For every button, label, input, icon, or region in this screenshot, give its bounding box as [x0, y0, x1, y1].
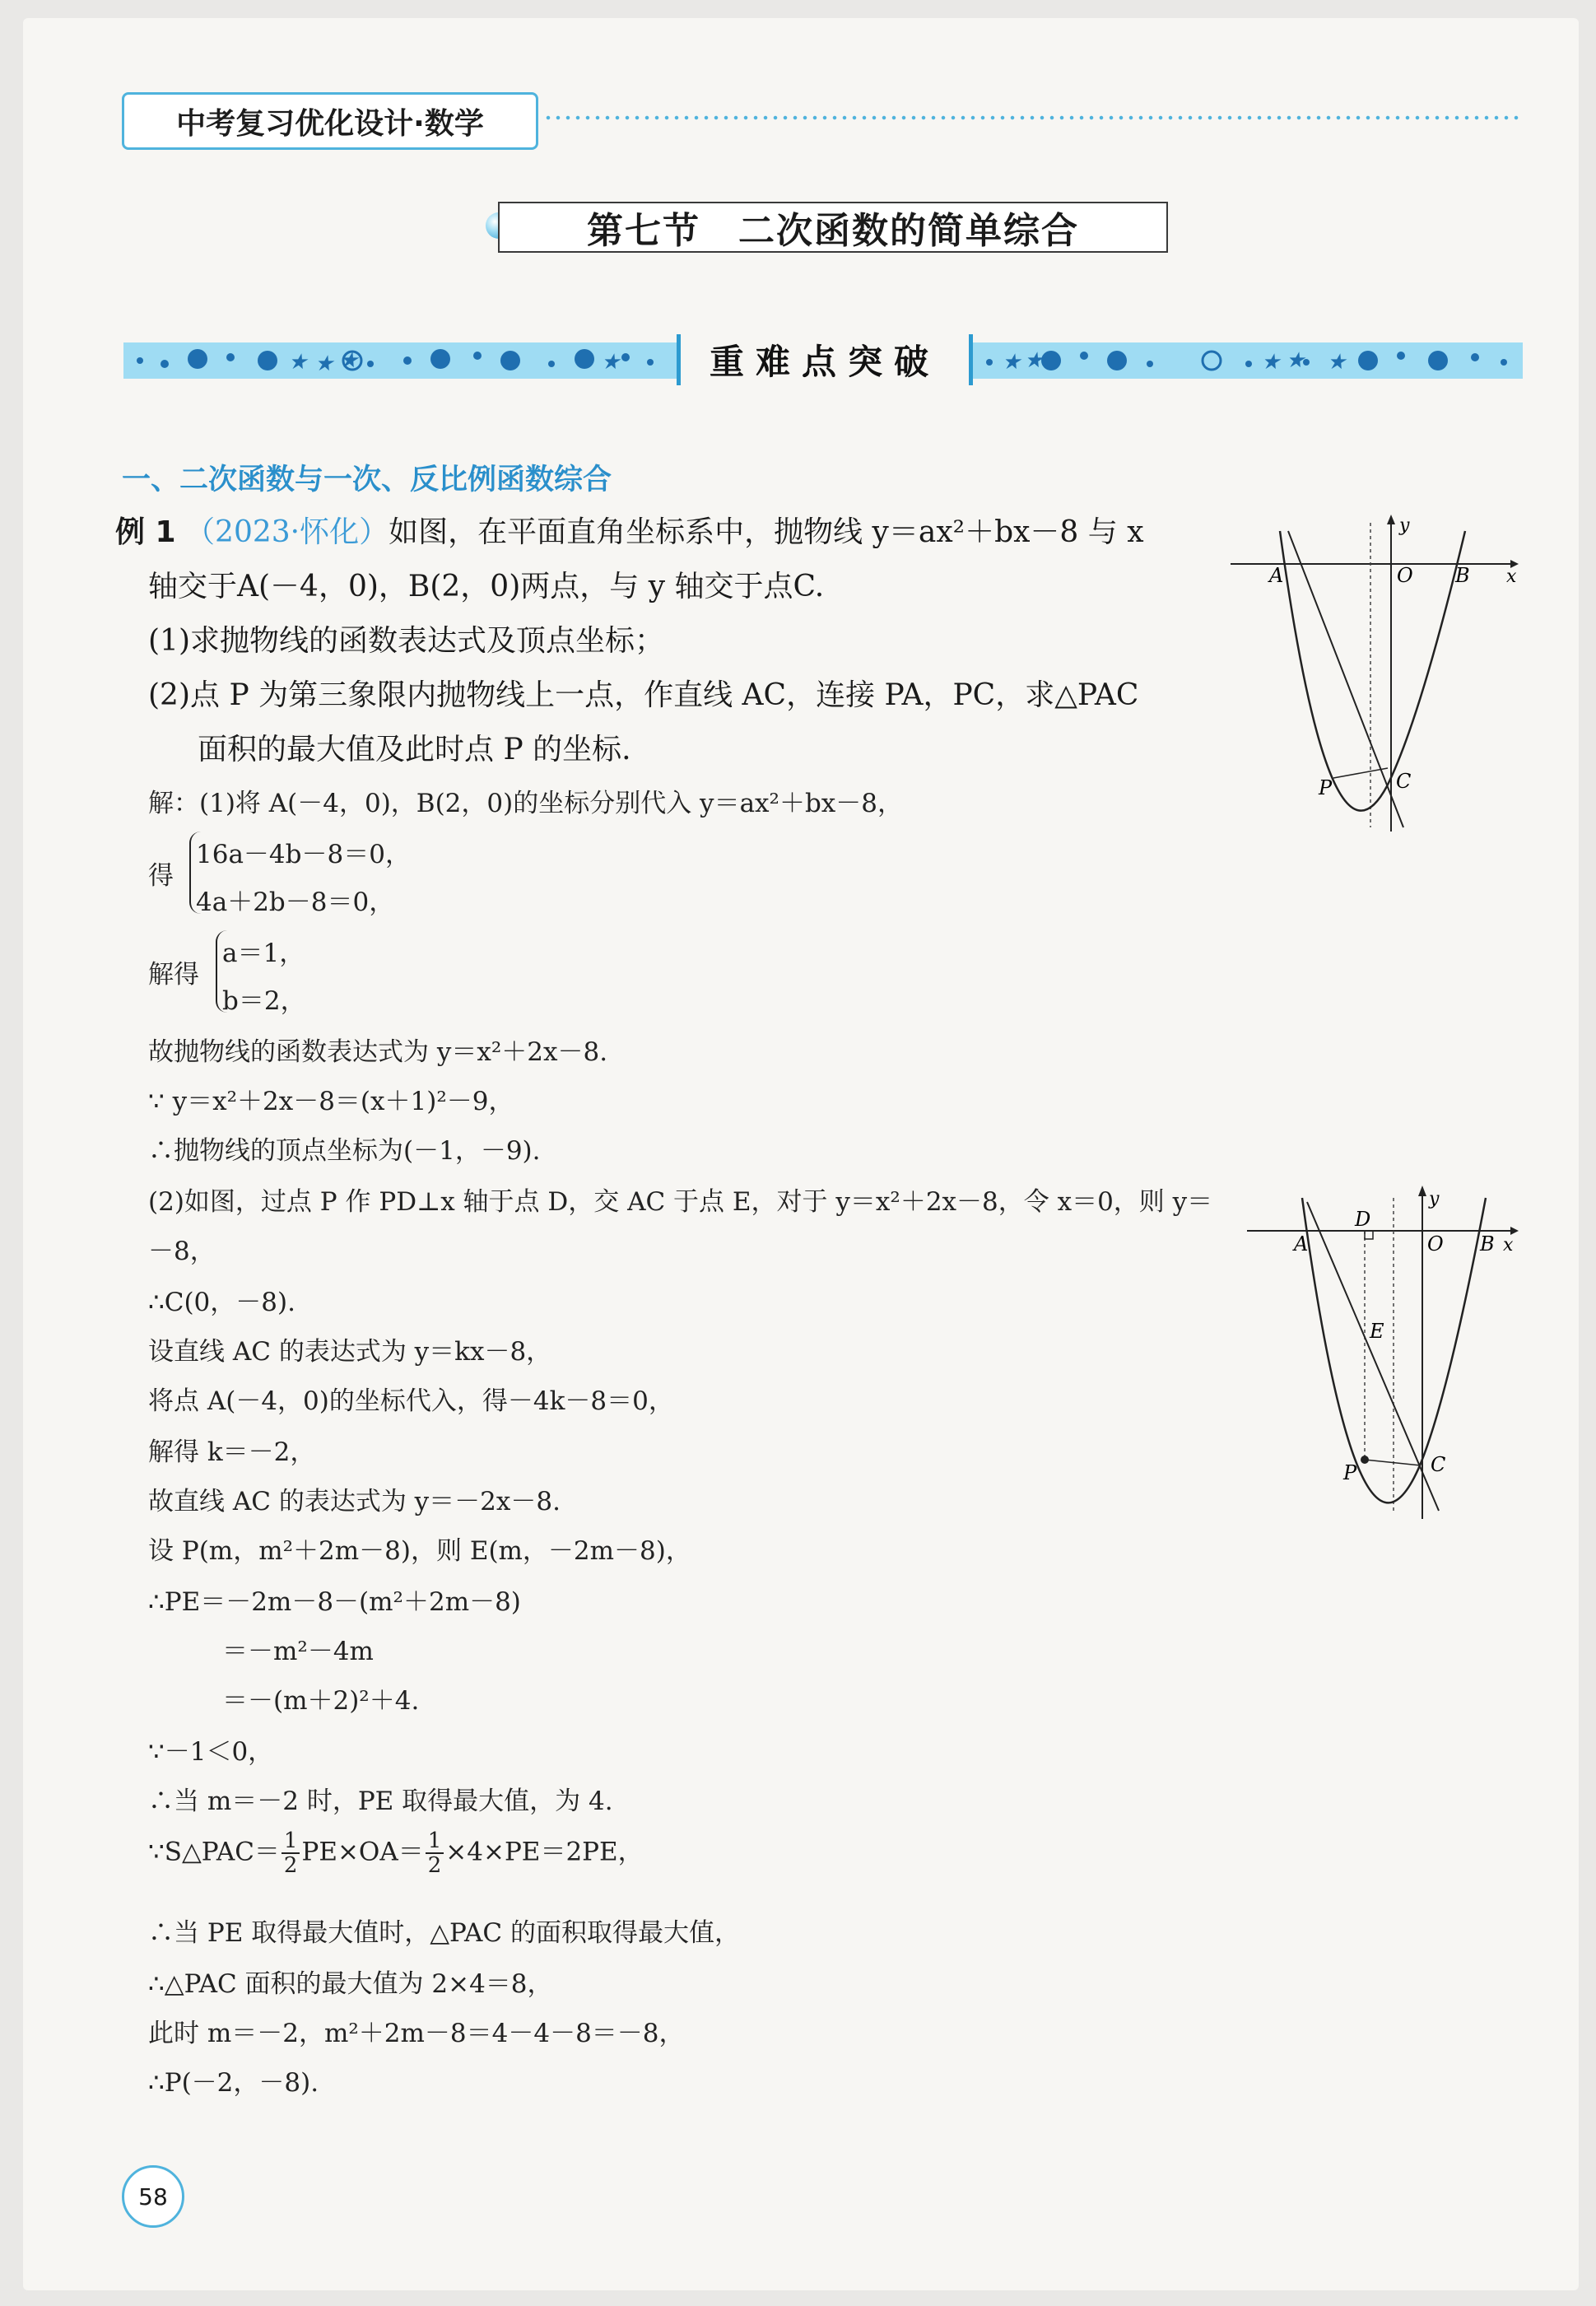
fig1-parabola: [1280, 531, 1465, 811]
system-1-label: 得: [148, 861, 174, 891]
book-title-box: [122, 92, 538, 150]
fig1-segment-pc: [1333, 768, 1388, 778]
fig2-y-arrow-icon: [1418, 1186, 1426, 1196]
fig1-label-x: x: [1506, 566, 1517, 587]
question-2-line-2: 面积的最大值及此时点 P 的坐标.: [198, 733, 631, 766]
book-title: 中考复习优化设计·数学: [176, 106, 484, 141]
fig2-label-b: B: [1480, 1232, 1495, 1255]
system-2-eq-2: b＝2，: [222, 986, 306, 1016]
solution-line-18: [148, 1829, 644, 1877]
system-2-label: 解得: [148, 960, 199, 990]
banner-title: [677, 334, 973, 385]
solution-line-16: ∵－1＜0，: [148, 1737, 274, 1767]
svg-text:★: ★: [1327, 350, 1347, 375]
solution-line-20: ∴△PAC 面积的最大值为 2×4＝8，: [148, 1969, 553, 1999]
fig2-label-o: O: [1427, 1232, 1444, 1255]
solution-line-10: 解得 k＝－2，: [148, 1437, 316, 1467]
system-1-eq-1: 16a－4b－8＝0，: [196, 840, 411, 869]
fig2-label-a: A: [1294, 1232, 1309, 1255]
solution-line-12: 设 P(m，m²＋2m－8)，则 E(m，－2m－8)，: [148, 1536, 691, 1566]
fig2-label-y: y: [1429, 1189, 1440, 1209]
banner-left-band: [123, 342, 677, 379]
solution-line-14: ＝－m²－4m: [222, 1637, 374, 1666]
system-1-eq-2: 4a＋2b－8＝0，: [196, 887, 395, 917]
fig1-line-ac: [1288, 531, 1403, 827]
solution-line-1: 解：(1)将 A(－4，0)，B(2，0)的坐标分别代入 y＝ax²＋bx－8，: [148, 789, 904, 818]
svg-text:★: ★: [288, 350, 308, 375]
question-2-line-1: (2)点 P 为第三象限内抛物线上一点，作直线 AC，连接 PA，PC，求△PAC: [148, 678, 1139, 712]
solution-line-11: 故直线 AC 的表达式为 y＝－2x－8.: [148, 1487, 561, 1516]
fraction-half-1: [282, 1829, 300, 1877]
solution-line-8: 设直线 AC 的表达式为 y＝kx－8，: [148, 1337, 552, 1367]
svg-text:★: ★: [601, 350, 621, 375]
area-formula-mid: PE×OA＝: [301, 1837, 424, 1867]
example-line-1: [115, 509, 1144, 551]
fig1-label-a: A: [1269, 564, 1284, 587]
banner-right-band: [965, 342, 1523, 379]
solution-line-22: ∴P(－2，－8).: [148, 2068, 319, 2098]
svg-text:★: ★: [1286, 348, 1305, 373]
fig1-label-c: C: [1396, 770, 1412, 793]
figure-1-graph: [1226, 506, 1523, 836]
system-2-eq-1: a＝1，: [222, 939, 305, 968]
section-title-box: [498, 202, 1168, 253]
svg-text:★: ★: [1024, 348, 1044, 373]
fig2-label-c: C: [1431, 1453, 1446, 1476]
solution-line-17: ∴当 m＝－2 时，PE 取得最大值，为 4.: [148, 1787, 613, 1816]
svg-text:★: ★: [339, 348, 359, 373]
fig1-label-b: B: [1455, 564, 1470, 587]
fig2-line-ac: [1307, 1202, 1439, 1511]
fig2-right-angle-mark: [1365, 1231, 1373, 1239]
solution-line-19: ∴当 PE 取得最大值时，△PAC 的面积取得最大值，: [148, 1918, 741, 1948]
example-label: 例 1: [115, 515, 176, 549]
fig1-label-o: O: [1397, 564, 1413, 587]
fig1-y-arrow-icon: [1387, 515, 1395, 524]
fig1-label-y: y: [1399, 515, 1410, 536]
solution-line-15: ＝－(m＋2)²＋4.: [222, 1686, 420, 1716]
solution-line-3: ∵ y＝x²＋2x－8＝(x＋1)²－9，: [148, 1087, 514, 1116]
fig2-label-x: x: [1503, 1235, 1514, 1255]
banner-left-decoration-icon: [123, 342, 677, 379]
banner-right-decoration-icon: [965, 342, 1523, 379]
example-stem-2: 轴交于A(－4，0)，B(2，0)两点，与 y 轴交于点C.: [148, 570, 825, 603]
svg-text:★: ★: [1002, 350, 1021, 375]
fraction-half-2: [426, 1829, 444, 1877]
fraction-num-1: 1: [282, 1829, 300, 1854]
solution-line-5: (2)如图，过点 P 作 PD⊥x 轴于点 D，交 AC 于点 E，对于 y＝x²＋2x－8，令 x＝0，则 y＝: [148, 1187, 1213, 1217]
fig2-label-d: D: [1355, 1208, 1371, 1231]
svg-text:★: ★: [314, 352, 334, 376]
page-number-badge: [122, 2165, 184, 2228]
fraction-num-2: 1: [426, 1829, 444, 1854]
solution-line-7: ∴C(0，－8).: [148, 1288, 295, 1317]
fig2-label-e: E: [1370, 1320, 1384, 1343]
fraction-den-1: 2: [283, 1853, 298, 1878]
solution-line-6: －8，: [148, 1237, 216, 1266]
solution-line-21: 此时 m＝－2，m²＋2m－8＝4－4－8＝－8，: [148, 2019, 685, 2048]
area-formula-end: ×4×PE＝2PE，: [445, 1837, 644, 1867]
fig2-point-p: [1361, 1456, 1369, 1464]
banner-label: 重难点突破: [709, 342, 940, 382]
figure-2-graph: [1243, 1181, 1531, 1527]
page-number: 58: [138, 2183, 168, 2210]
fig2-x-arrow-icon: [1510, 1227, 1519, 1235]
solution-line-4: ∴抛物线的顶点坐标为(－1，－9).: [148, 1136, 541, 1166]
fraction-den-2: 2: [427, 1853, 442, 1878]
solution-line-9: 将点 A(－4，0)的坐标代入，得－4k－8＝0，: [148, 1386, 674, 1416]
fig2-segment-pc: [1365, 1460, 1421, 1465]
area-formula-start: ∵S△PAC＝: [148, 1837, 280, 1867]
solution-line-13: ∴PE＝－2m－8－(m²＋2m－8): [148, 1587, 521, 1617]
example-source: （2023·怀化）: [185, 515, 389, 549]
section-title: 第七节 二次函数的简单综合: [587, 210, 1079, 252]
question-1: (1)求抛物线的函数表达式及顶点坐标；: [148, 624, 664, 658]
svg-text:★: ★: [1261, 350, 1281, 375]
fig1-label-p: P: [1319, 776, 1333, 799]
solution-line-2: 故抛物线的函数表达式为 y＝x²＋2x－8.: [148, 1037, 608, 1067]
example-stem-1: 如图，在平面直角坐标系中，抛物线 y＝ax²＋bx－8 与 x: [389, 515, 1144, 549]
topic-heading: 一、二次函数与一次、反比例函数综合: [122, 464, 612, 496]
header-dotted-rule: [543, 115, 1523, 120]
fig2-label-p: P: [1343, 1461, 1357, 1484]
